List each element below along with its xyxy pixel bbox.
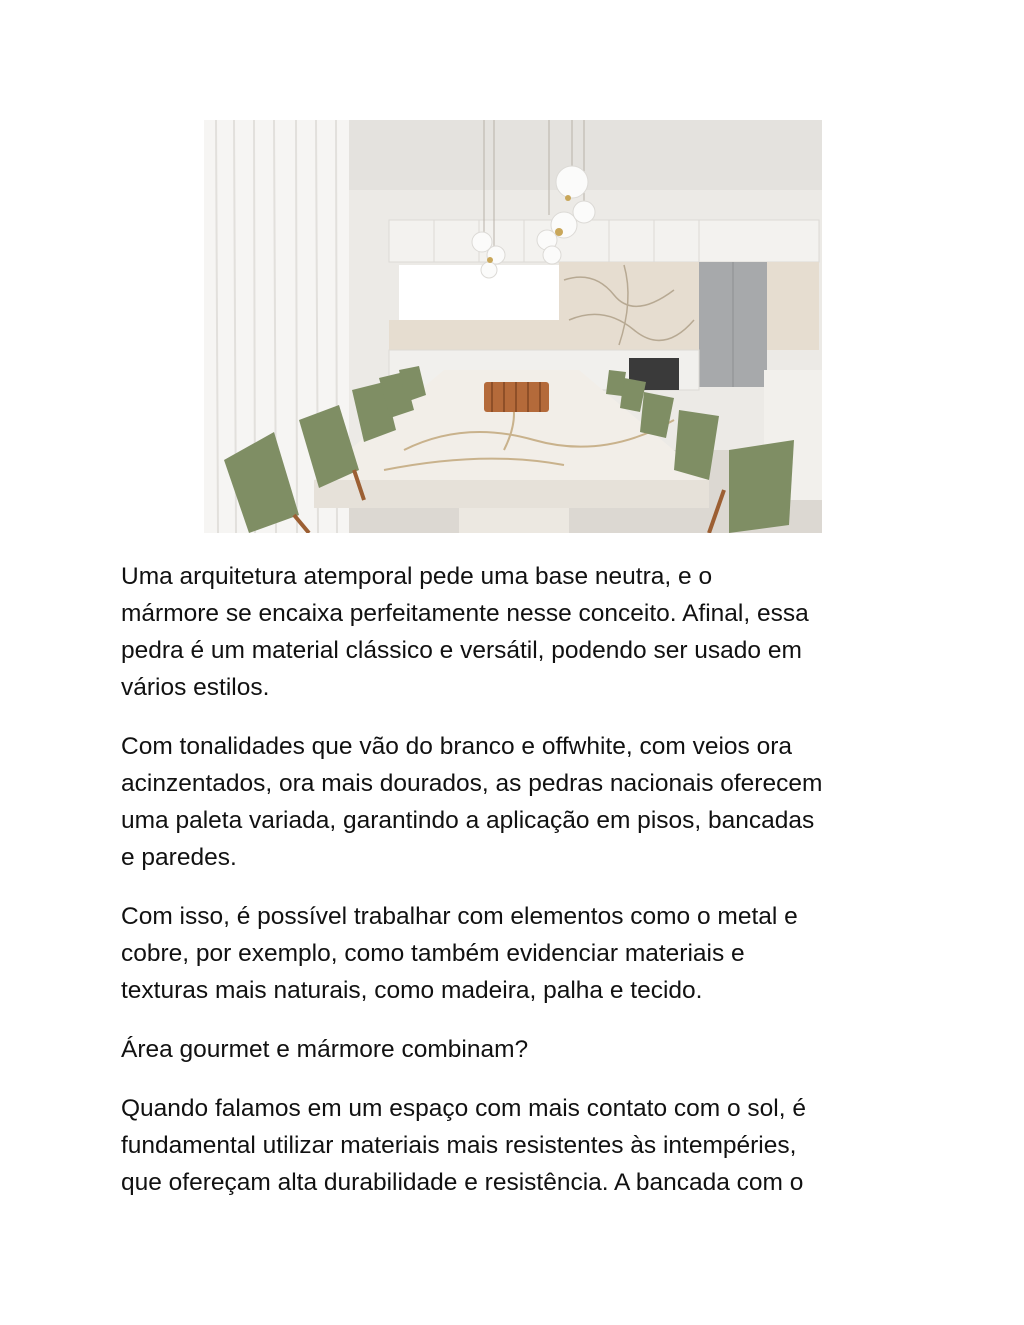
paragraph-5 (121, 1090, 911, 1201)
text-line: Com isso, é possível trabalhar com elementos como o metal e (121, 903, 798, 930)
dining-room-photo (204, 120, 822, 533)
text-line: Área gourmet e mármore combinam? (121, 1036, 529, 1063)
text-line: cobre, por exemplo, como também evidenciar materiais e (121, 940, 745, 967)
text-line: que ofereçam alta durabilidade e resistência. A bancada com o (121, 1169, 804, 1196)
text-line: acinzentados, ora mais dourados, as pedras nacionais oferecem (121, 770, 823, 797)
text-line: Quando falamos em um espaço com mais contato com o sol, é (121, 1095, 806, 1122)
paragraph-2 (121, 728, 911, 876)
paragraph-1 (121, 558, 911, 706)
text-line: pedra é um material clássico e versátil, podendo ser usado em (121, 637, 802, 664)
marble-dining-table-illustration (204, 120, 822, 533)
text-line: Com tonalidades que vão do branco e offwhite, com veios ora (121, 733, 792, 760)
text-line: texturas mais naturais, como madeira, palha e tecido. (121, 977, 703, 1004)
section-heading (121, 1031, 911, 1068)
text-line: e paredes. (121, 844, 237, 871)
paragraph-3 (121, 898, 911, 1009)
text-line: fundamental utilizar materiais mais resistentes às intempéries, (121, 1132, 797, 1159)
text-line: uma paleta variada, garantindo a aplicação em pisos, bancadas (121, 807, 815, 834)
article-text (121, 558, 911, 1223)
text-line: vários estilos. (121, 674, 270, 701)
text-line: mármore se encaixa perfeitamente nesse conceito. Afinal, essa (121, 600, 809, 627)
text-line: Uma arquitetura atemporal pede uma base neutra, e o (121, 563, 713, 590)
